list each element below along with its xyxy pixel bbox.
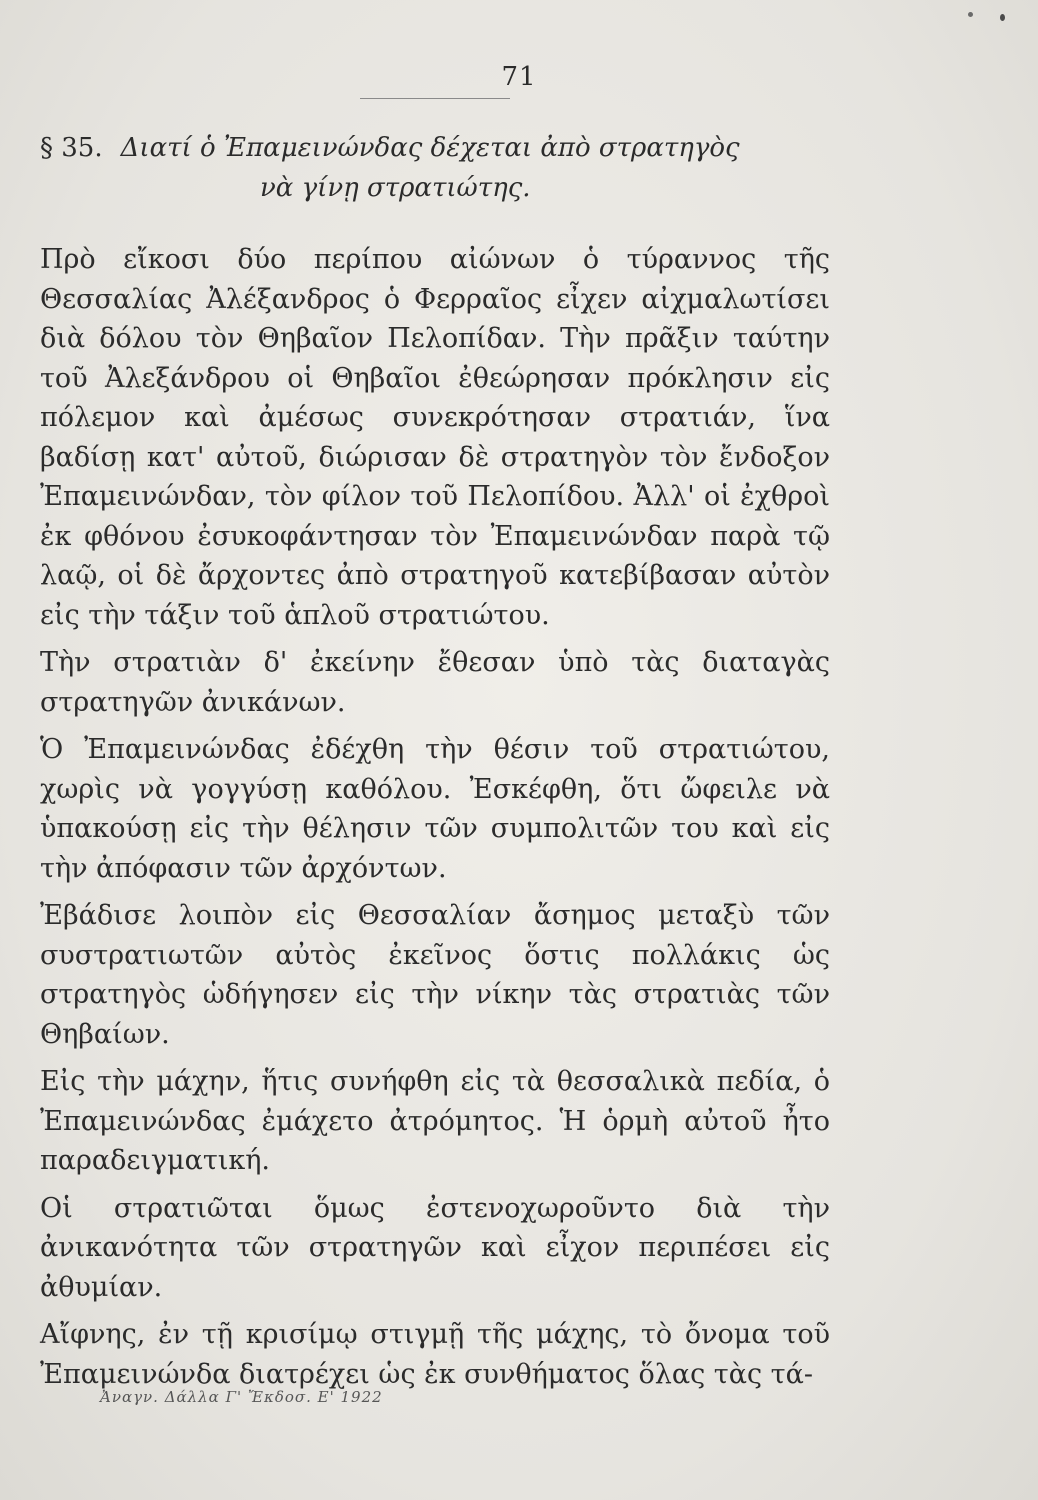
paragraph-1: Πρὸ εἴκοσι δύο περίπου αἰώνων ὁ τύραννος τῆς Θεσσαλίας Ἀλέξανδρος ὁ Φερραῖος εἶχεν αἰχμαλωτίσει διὰ δόλου τὸν Θηβαῖον Πελοπίδαν. Τὴν πρᾶξιν ταύτην τοῦ Ἀλεξάνδρου οἱ Θηβαῖοι ἐθεώρησαν πρόκλησιν εἰς πόλεμον καὶ ἀμέσως συνεκρότησαν στρατιάν, ἵνα βαδίσῃ κατ' αὐτοῦ, διώρισαν δὲ στρατηγὸν τὸν ἔνδοξον Ἐπαμεινώνδαν, τὸν φίλον τοῦ Πελοπίδου. Ἀλλ' οἱ ἐχθροὶ ἐκ φθόνου ἐσυκοφάντησαν τὸν Ἐπαμεινώνδαν παρὰ τῷ λαῷ, οἱ δὲ ἄρχοντες ἀπὸ στρατηγοῦ κατεβίβασαν αὐτὸν εἰς τὴν τάξιν τοῦ ἁπλοῦ στρατιώτου.	[40, 244, 830, 631]
page-number: 71	[501, 62, 537, 92]
body-text	[40, 240, 830, 1394]
section-heading	[40, 128, 840, 208]
paragraph-7: Αἴφνης, ἐν τῇ κρισίμῳ στιγμῇ τῆς μάχης, τὸ ὄνομα τοῦ Ἐπαμεινώνδα διατρέχει ὡς ἐκ συνθήματος ὅλας τὰς τά-	[40, 1319, 830, 1390]
section-title-line-2: νὰ γίνῃ στρατιώτης.	[260, 173, 531, 203]
footer-imprint: Ἀναγν. Δάλλα Γ' Ἔκδοσ. Ε' 1922	[100, 1388, 383, 1406]
print-speck	[968, 12, 973, 17]
print-speck	[1000, 14, 1005, 21]
header-rule	[360, 98, 510, 99]
paragraph-2: Τὴν στρατιὰν δ' ἐκείνην ἔθεσαν ὑπὸ τὰς διαταγὰς στρατηγῶν ἀνικάνων.	[40, 647, 830, 718]
section-title-line-1: Διατί ὁ Ἐπαμεινώνδας δέχεται ἀπὸ στρατηγὸς	[120, 133, 740, 163]
paragraph-6: Οἱ στρατιῶται ὅμως ἐστενοχωροῦντο διὰ τὴν ἀνικανότητα τῶν στρατηγῶν καὶ εἶχον περιπέσει εἰς ἀθυμίαν.	[40, 1192, 830, 1303]
paragraph-5: Εἰς τὴν μάχην, ἥτις συνήφθη εἰς τὰ θεσσαλικὰ πεδία, ὁ Ἐπαμεινώνδας ἐμάχετο ἀτρόμητος. Ἡ ὁρμὴ αὐτοῦ ἦτο παραδειγματική.	[40, 1066, 830, 1176]
paragraph-3: Ὁ Ἐπαμεινώνδας ἐδέχθη τὴν θέσιν τοῦ στρατιώτου, χωρὶς νὰ γογγύσῃ καθόλου. Ἐσκέφθη, ὅτι ὤφειλε νὰ ὑπακούσῃ εἰς τὴν θέλησιν τῶν συμπολιτῶν του καὶ εἰς τὴν ἀπόφασιν τῶν ἀρχόντων.	[40, 734, 830, 884]
paragraph-4: Ἐβάδισε λοιπὸν εἰς Θεσσαλίαν ἄσημος μεταξὺ τῶν συστρατιωτῶν αὐτὸς ἐκεῖνος ὅστις πολλάκις ὡς στρατηγὸς ὡδήγησεν εἰς τὴν νίκην τὰς στρατιὰς τῶν Θηβαίων.	[40, 900, 830, 1050]
section-number: § 35.	[40, 133, 103, 163]
